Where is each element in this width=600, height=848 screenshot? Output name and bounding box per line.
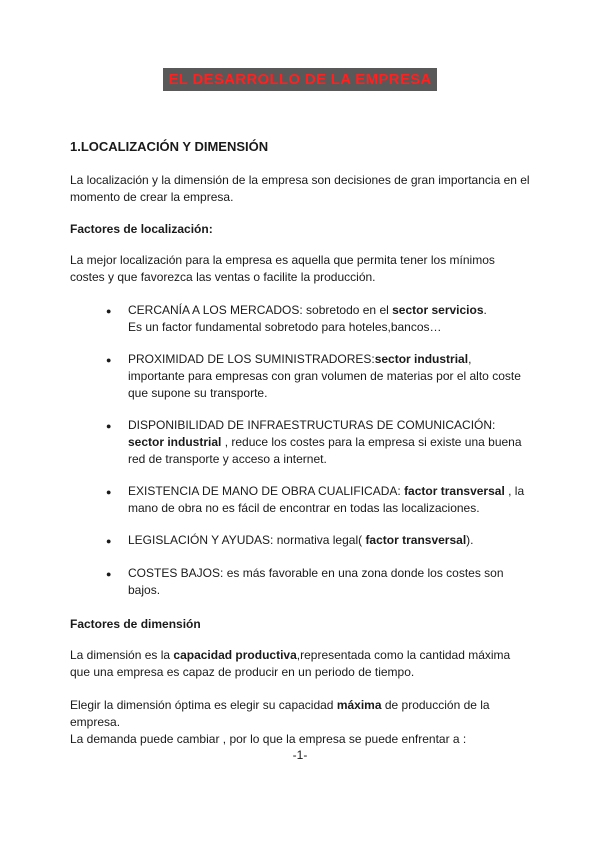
localization-intro: La mejor localización para la empresa es aquella que permita tener los mínimos costes y que favorezca las ventas o facilite la producción. xyxy=(70,253,495,284)
bullet-item-text xyxy=(128,532,530,549)
localization-bullet-list xyxy=(70,302,530,599)
bullet-marker-icon: ● xyxy=(106,536,112,546)
text-run: La demanda puede cambiar , por lo que la empresa se puede enfrentar a : xyxy=(70,732,467,746)
bullet-item-text xyxy=(128,483,530,517)
title-container xyxy=(70,68,530,91)
bullet-marker-icon: ● xyxy=(106,421,112,431)
text-run: . xyxy=(483,303,487,317)
bullet-marker-icon: ● xyxy=(106,355,112,365)
text-run: COSTES BAJOS: es más favorable en una zona donde los costes son bajos. xyxy=(128,566,504,597)
bullet-item-text xyxy=(128,565,530,599)
bullet-item xyxy=(70,483,530,517)
text-run-bold: factor transversal xyxy=(365,533,467,547)
dimension-paragraph-1 xyxy=(70,647,530,681)
text-run: , la mano de obra no es fácil de encontrar en todas las localizaciones. xyxy=(128,484,525,515)
text-run: Elegir la dimensión óptima es elegir su capacidad xyxy=(70,698,337,712)
doc-title: EL DESARROLLO DE LA EMPRESA xyxy=(163,68,436,91)
page-number: -1- xyxy=(292,748,308,762)
text-run: de producción de la empresa. xyxy=(70,698,490,729)
dimension-heading: Factores de dimensión xyxy=(70,617,201,631)
text-run: LEGISLACIÓN Y AYUDAS: normativa legal( xyxy=(128,533,366,547)
text-run: DISPONIBILIDAD DE INFRAESTRUCTURAS DE COMUNICACIÓN: xyxy=(128,418,496,432)
bullet-item-text xyxy=(128,417,530,468)
bullet-item xyxy=(70,565,530,599)
intro-paragraph: La localización y la dimensión de la empresa son decisiones de gran importancia en el momento de crear la empresa. xyxy=(70,173,530,204)
bullet-item-text xyxy=(128,351,530,402)
bullet-item xyxy=(70,532,530,550)
bullet-item xyxy=(70,417,530,468)
text-run-bold: sector industrial xyxy=(128,435,222,449)
bullet-marker-icon: ● xyxy=(106,306,112,316)
text-run: ). xyxy=(466,533,474,547)
bullet-marker-icon: ● xyxy=(106,569,112,579)
localization-heading: Factores de localización: xyxy=(70,222,213,236)
bullet-marker-icon: ● xyxy=(106,487,112,497)
text-run: La dimensión es la xyxy=(70,648,174,662)
text-run: CERCANÍA A LOS MERCADOS: sobretodo en el xyxy=(128,303,393,317)
text-run-bold: sector servicios xyxy=(392,303,484,317)
text-run: EXISTENCIA DE MANO DE OBRA CUALIFICADA: xyxy=(128,484,405,498)
text-run-bold: capacidad productiva xyxy=(173,648,297,662)
bullet-item-text xyxy=(128,302,530,336)
text-run: ,representada como la cantidad máxima que una empresa es capaz de producir en un periodo de tiempo. xyxy=(70,648,511,679)
text-run: , importante para empresas con gran volumen de materias por el alto coste que supone su transporte. xyxy=(128,352,521,400)
dimension-paragraph-2 xyxy=(70,697,530,748)
text-run-bold: máxima xyxy=(336,698,382,712)
text-run-bold: factor transversal xyxy=(404,484,505,498)
text-run: , reduce los costes para la empresa si existe una buena red de transporte y acceso a internet. xyxy=(128,435,522,466)
text-run: Es un factor fundamental sobretodo para hoteles,bancos… xyxy=(128,320,442,334)
text-run-bold: sector industrial xyxy=(374,352,469,366)
bullet-item xyxy=(70,351,530,402)
text-run: PROXIMIDAD DE LOS SUMINISTRADORES: xyxy=(128,352,375,366)
bullet-item xyxy=(70,302,530,336)
section-heading: 1.LOCALIZACIÓN Y DIMENSIÓN xyxy=(70,139,269,154)
